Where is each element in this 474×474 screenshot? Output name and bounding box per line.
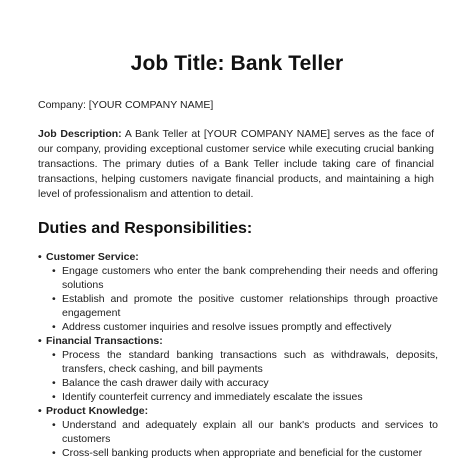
page-title: Job Title: Bank Teller	[130, 52, 344, 75]
duty-category-label: • Financial Transactions:	[46, 334, 438, 348]
job-description	[38, 127, 434, 202]
list-item: • Understand and adequately explain all our bank's products and services to customers	[46, 418, 438, 446]
duty-category-product-knowledge	[38, 404, 438, 460]
list-item: • Establish and promote the positive customer relationships through proactive engagement	[46, 292, 438, 320]
duties-heading: Duties and Responsibilities:	[38, 220, 253, 237]
duty-items	[46, 418, 438, 460]
list-item: • Cross-sell banking products when appropriate and beneficial for the customer	[46, 446, 438, 460]
list-item: • Address customer inquiries and resolve issues promptly and effectively	[46, 320, 438, 334]
list-item: • Balance the cash drawer daily with accuracy	[46, 376, 438, 390]
duty-category-financial-transactions	[38, 334, 438, 404]
company-line: Company: [YOUR COMPANY NAME]	[38, 99, 214, 111]
list-item: • Engage customers who enter the bank comprehending their needs and offering solutions	[46, 264, 438, 292]
duty-category-label: • Product Knowledge:	[46, 404, 438, 418]
duty-items	[46, 348, 438, 404]
list-item: • Identify counterfeit currency and immediately escalate the issues	[46, 390, 438, 404]
duties-list	[38, 250, 438, 460]
duty-items	[46, 264, 438, 334]
job-description-text: A Bank Teller at [YOUR COMPANY NAME] serves as the face of our company, providing exceptional customer service while executing crucial banking transactions. The primary duties of a Bank Teller include taking care of financial transactions, helping customers navigate financial products, and maintaining a high level of professionalism and attention to detail.	[38, 128, 434, 200]
duty-category-customer-service	[38, 250, 438, 334]
job-description-label: Job Description:	[38, 128, 122, 140]
duty-category-label: • Customer Service:	[46, 250, 438, 264]
list-item: • Process the standard banking transactions such as withdrawals, deposits, transfers, check cashing, and bill payments	[46, 348, 438, 376]
